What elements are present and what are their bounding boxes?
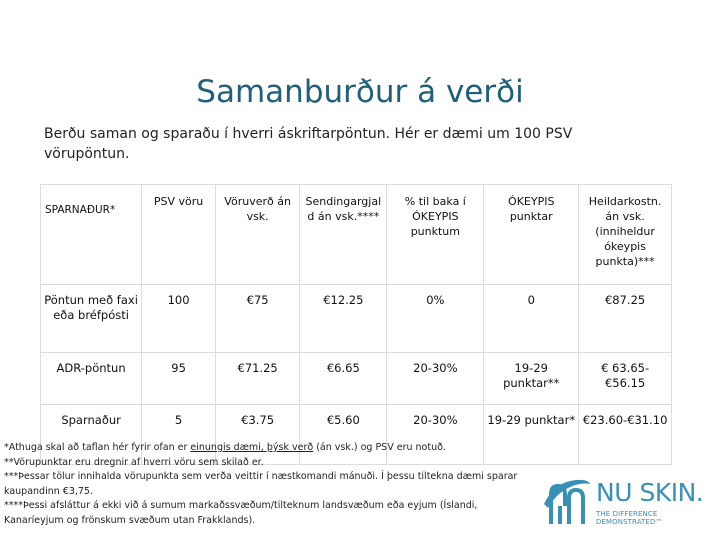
cell-percent-back: 20-30% [387, 405, 484, 465]
table-row [41, 285, 672, 353]
footnote-3: ***Þessar tölur innihalda vörupunkta sem verða veittir í næstkomandi mánuði. Í þessu tiltekna dæmi sparar kaupandinn €3,75. [4, 471, 518, 497]
header-product-price: Vöruverð án vsk. [215, 185, 299, 285]
price-comparison-table [40, 184, 672, 465]
row-label: Sparnaður [41, 405, 142, 465]
footnote-2: **Vörupunktar eru dregnir af hverri vöru sem skilað er. [4, 456, 264, 468]
cell-free-points: 19-29 punktar** [484, 353, 579, 405]
cell-shipping: €5.60 [300, 405, 387, 465]
nu-skin-logo [540, 470, 716, 530]
header-percent-back: % til baka í ÓKEYPIS punktum [387, 185, 484, 285]
cell-free-points: 19-29 punktar* [484, 405, 579, 465]
cell-psv: 100 [142, 285, 216, 353]
logo-tagline: THE DIFFERENCE DEMONSTRATED™ [596, 510, 663, 526]
cell-percent-back: 0% [387, 285, 484, 353]
cell-shipping: €12.25 [300, 285, 387, 353]
header-psv: PSV vöru [142, 185, 216, 285]
cell-product-price: €75 [215, 285, 299, 353]
cell-psv: 5 [142, 405, 216, 465]
table-row [41, 353, 672, 405]
logo-wordmark: NU SKIN. [596, 478, 704, 507]
cell-total-cost: € 63.65-€56.15 [579, 353, 672, 405]
row-label: Pöntun með faxi eða bréfpósti [41, 285, 142, 353]
slide-title: Samanburður á verði [196, 74, 524, 110]
row-label: ADR-pöntun [41, 353, 142, 405]
cell-psv: 95 [142, 353, 216, 405]
cell-shipping: €6.65 [300, 353, 387, 405]
footnote-1-start: *Athuga skal að taflan hér fyrir ofan er [4, 442, 191, 453]
cell-product-price: €3.75 [215, 405, 299, 465]
cell-free-points: 0 [484, 285, 579, 353]
footnote-1-end: (án vsk.) og PSV eru notuð. [313, 442, 446, 453]
slide-subtitle: Berðu saman og sparaðu í hverri áskriftarpöntun. Hér er dæmi um 100 PSV vörupöntun. [44, 126, 573, 162]
cell-total-cost: €87.25 [579, 285, 672, 353]
cell-product-price: €71.25 [215, 353, 299, 405]
header-total-cost: Heildarkostn. án vsk. (inniheldur ókeypis punkta)*** [579, 185, 672, 285]
footnote-4: ****Þessi afsláttur á ekki við á sumum markaðssvæðum/tilteknum landsvæðum eða eyjum (Íslandi, Kanaríeyjum og frönskum svæðum utan Frakklands). [4, 500, 478, 526]
nu-skin-emblem-icon [542, 474, 592, 528]
header-free-points: ÓKEYPIS punktar [484, 185, 579, 285]
cell-total-cost: €23.60-€31.10 [579, 405, 672, 465]
footnotes [4, 441, 524, 528]
footnote-1-underlined: einungis dæmi, þýsk verð [190, 442, 314, 453]
footnote-1 [4, 441, 524, 456]
cell-percent-back: 20-30% [387, 353, 484, 405]
header-savings: SPARNAÐUR* [41, 185, 142, 285]
table-header-row [41, 185, 672, 285]
header-shipping: Sendingargjal d án vsk.**** [300, 185, 387, 285]
